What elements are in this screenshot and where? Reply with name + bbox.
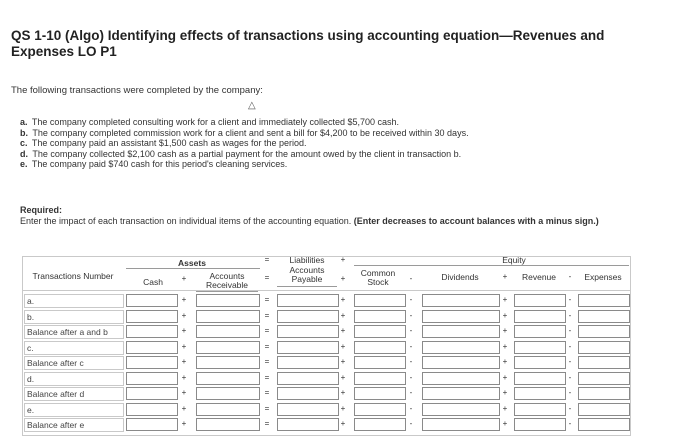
operator-equals: =: [264, 373, 270, 382]
input-cell-accounts-receivable[interactable]: [196, 294, 260, 307]
row-label: Balance after c: [24, 356, 124, 370]
operator-minus: -: [409, 342, 413, 351]
operator-equals: =: [264, 295, 270, 304]
input-cell-accounts-receivable[interactable]: [196, 387, 260, 400]
input-cell-cash[interactable]: [126, 341, 178, 354]
transaction-item-e: e. The company paid $740 cash for this period's cleaning services.: [20, 159, 288, 170]
operator-minus: -: [568, 342, 572, 351]
operator-equals: =: [264, 388, 270, 397]
operator-equals: =: [264, 342, 270, 351]
row-label: a.: [24, 294, 124, 308]
row-label: c.: [24, 341, 124, 355]
input-cell-revenue[interactable]: [514, 294, 566, 307]
input-cell-common-stock[interactable]: [354, 310, 406, 323]
operator-plus: +: [502, 295, 508, 304]
input-cell-cash[interactable]: [126, 356, 178, 369]
operator-minus: -: [409, 404, 413, 413]
input-cell-accounts-receivable[interactable]: [196, 310, 260, 323]
operator-minus: -: [568, 311, 572, 320]
input-cell-common-stock[interactable]: [354, 403, 406, 416]
input-cell-expenses[interactable]: [578, 341, 630, 354]
header-equals: =: [264, 255, 270, 264]
input-cell-accounts-payable[interactable]: [277, 403, 339, 416]
input-cell-revenue[interactable]: [514, 325, 566, 338]
column-header-common-stock: Common Stock: [360, 268, 396, 287]
operator-plus: +: [340, 357, 346, 366]
row-label: Balance after e: [24, 418, 124, 432]
input-cell-accounts-receivable[interactable]: [196, 356, 260, 369]
input-cell-dividends[interactable]: [422, 310, 500, 323]
header-plus-1: +: [181, 274, 187, 283]
input-cell-cash[interactable]: [126, 418, 178, 431]
input-cell-expenses[interactable]: [578, 403, 630, 416]
required-heading: Required:: [20, 205, 63, 215]
input-cell-expenses[interactable]: [578, 372, 630, 385]
input-cell-accounts-receivable[interactable]: [196, 325, 260, 338]
intro-text: The following transactions were completed by the company:: [11, 85, 263, 96]
transaction-item-c: c. The company paid an assistant $1,500 cash as wages for the period.: [20, 138, 307, 149]
column-header-revenue: Revenue: [521, 272, 557, 282]
operator-plus: +: [340, 311, 346, 320]
input-cell-revenue[interactable]: [514, 418, 566, 431]
input-cell-accounts-payable[interactable]: [277, 356, 339, 369]
operator-minus: -: [409, 388, 413, 397]
operator-plus: +: [502, 373, 508, 382]
header-minus-1: -: [409, 274, 413, 283]
row-label: e.: [24, 403, 124, 417]
column-header-accounts-payable: Accounts Payable: [289, 265, 325, 284]
input-cell-expenses[interactable]: [578, 387, 630, 400]
operator-minus: -: [568, 357, 572, 366]
operator-minus: -: [568, 326, 572, 335]
operator-minus: -: [409, 357, 413, 366]
input-cell-dividends[interactable]: [422, 341, 500, 354]
accounting-equation-table: [22, 256, 631, 436]
operator-plus: +: [502, 311, 508, 320]
operator-equals: =: [264, 326, 270, 335]
operator-plus: +: [340, 326, 346, 335]
row-label: d.: [24, 372, 124, 386]
input-cell-revenue[interactable]: [514, 310, 566, 323]
input-cell-common-stock[interactable]: [354, 418, 406, 431]
equity-group-header: Equity: [502, 255, 526, 265]
operator-plus: +: [181, 326, 187, 335]
operator-minus: -: [409, 295, 413, 304]
input-cell-accounts-receivable[interactable]: [196, 418, 260, 431]
input-cell-dividends[interactable]: [422, 356, 500, 369]
input-cell-revenue[interactable]: [514, 372, 566, 385]
assets-underline: [126, 268, 260, 269]
transaction-item-b: b. The company completed commission work for a client and sent a bill for $4,200 to be received within 30 days.: [20, 127, 469, 138]
input-cell-cash[interactable]: [126, 310, 178, 323]
input-cell-dividends[interactable]: [422, 294, 500, 307]
operator-plus: +: [340, 388, 346, 397]
operator-minus: -: [568, 404, 572, 413]
column-header-accounts-receivable: Accounts Receivable: [205, 271, 249, 290]
input-cell-dividends[interactable]: [422, 418, 500, 431]
ap-underline: [277, 286, 337, 287]
transaction-list: [20, 117, 469, 170]
operator-plus: +: [502, 342, 508, 351]
header-divider: [22, 290, 630, 291]
input-cell-revenue[interactable]: [514, 403, 566, 416]
column-header-cash: Cash: [143, 277, 163, 287]
row-label: b.: [24, 310, 124, 324]
operator-plus: +: [340, 373, 346, 382]
input-cell-accounts-payable[interactable]: [277, 341, 339, 354]
operator-equals: =: [264, 311, 270, 320]
input-cell-common-stock[interactable]: [354, 341, 406, 354]
operator-plus: +: [181, 342, 187, 351]
header-plus-3: +: [502, 272, 508, 281]
operator-minus: -: [568, 295, 572, 304]
operator-minus: -: [568, 373, 572, 382]
input-cell-common-stock[interactable]: [354, 356, 406, 369]
operator-minus: -: [409, 311, 413, 320]
operator-plus: +: [502, 388, 508, 397]
required-section: [20, 205, 660, 226]
input-cell-common-stock[interactable]: [354, 325, 406, 338]
transaction-item-a: a. The company completed consulting work for a client and immediately collected $5,700 cash.: [20, 117, 400, 127]
input-cell-dividends[interactable]: [422, 372, 500, 385]
input-cell-revenue[interactable]: [514, 356, 566, 369]
input-cell-expenses[interactable]: [578, 310, 630, 323]
column-header-dividends: Dividends: [441, 272, 479, 282]
input-cell-cash[interactable]: [126, 403, 178, 416]
operator-equals: =: [264, 419, 270, 428]
input-cell-cash[interactable]: [126, 294, 178, 307]
operator-plus: +: [340, 342, 346, 351]
input-cell-common-stock[interactable]: [354, 387, 406, 400]
header-plus: +: [340, 255, 346, 264]
mouse-cursor-icon: △: [248, 100, 256, 111]
input-cell-dividends[interactable]: [422, 403, 500, 416]
input-cell-revenue[interactable]: [514, 387, 566, 400]
operator-plus: +: [340, 295, 346, 304]
liabilities-group-header: Liabilities: [289, 255, 325, 265]
input-cell-accounts-receivable[interactable]: [196, 403, 260, 416]
input-cell-accounts-receivable[interactable]: [196, 341, 260, 354]
operator-plus: +: [181, 404, 187, 413]
question-title: QS 1-10 (Algo) Identifying effects of transactions using accounting equation—Revenues and Expenses LO P1: [11, 28, 605, 59]
operator-plus: +: [181, 373, 187, 382]
operator-plus: +: [181, 388, 187, 397]
operator-minus: -: [409, 326, 413, 335]
input-cell-accounts-receivable[interactable]: [196, 372, 260, 385]
ar-underline: [196, 291, 258, 292]
input-cell-dividends[interactable]: [422, 387, 500, 400]
operator-minus: -: [409, 419, 413, 428]
operator-plus: +: [502, 357, 508, 366]
required-instruction: Enter the impact of each transaction on individual items of the accounting equation. (Enter decreases to account balances with a minus sign.): [20, 215, 599, 226]
input-cell-accounts-payable[interactable]: [277, 418, 339, 431]
input-cell-common-stock[interactable]: [354, 372, 406, 385]
input-cell-cash[interactable]: [126, 325, 178, 338]
operator-equals: =: [264, 404, 270, 413]
header-minus-2: -: [568, 272, 572, 281]
assets-group-header: Assets: [178, 258, 206, 268]
equity-underline: [354, 265, 629, 266]
header-equals-2: =: [264, 273, 270, 282]
row-label: Balance after a and b: [24, 325, 124, 339]
operator-minus: -: [409, 373, 413, 382]
row-label: Balance after d: [24, 387, 124, 401]
operator-equals: =: [264, 357, 270, 366]
input-cell-accounts-payable[interactable]: [277, 294, 339, 307]
column-header-expenses: Expenses: [584, 272, 622, 282]
operator-plus: +: [181, 311, 187, 320]
input-cell-accounts-payable[interactable]: [277, 387, 339, 400]
operator-plus: +: [181, 357, 187, 366]
column-header-transactions: Transactions Number: [32, 271, 114, 281]
operator-plus: +: [340, 419, 346, 428]
operator-minus: -: [568, 419, 572, 428]
input-cell-cash[interactable]: [126, 387, 178, 400]
input-cell-accounts-payable[interactable]: [277, 372, 339, 385]
header-plus-2: +: [340, 274, 346, 283]
operator-plus: +: [340, 404, 346, 413]
input-cell-accounts-payable[interactable]: [277, 325, 339, 338]
operator-minus: -: [568, 388, 572, 397]
input-cell-expenses[interactable]: [578, 325, 630, 338]
operator-plus: +: [181, 419, 187, 428]
input-cell-common-stock[interactable]: [354, 294, 406, 307]
input-cell-expenses[interactable]: [578, 418, 630, 431]
input-cell-accounts-payable[interactable]: [277, 310, 339, 323]
operator-plus: +: [502, 419, 508, 428]
input-cell-revenue[interactable]: [514, 341, 566, 354]
input-cell-expenses[interactable]: [578, 294, 630, 307]
input-cell-expenses[interactable]: [578, 356, 630, 369]
input-cell-cash[interactable]: [126, 372, 178, 385]
operator-plus: +: [181, 295, 187, 304]
input-cell-dividends[interactable]: [422, 325, 500, 338]
transaction-item-d: d. The company collected $2,100 cash as a partial payment for the amount owed by the client in transaction b.: [20, 148, 462, 159]
operator-plus: +: [502, 326, 508, 335]
operator-plus: +: [502, 404, 508, 413]
